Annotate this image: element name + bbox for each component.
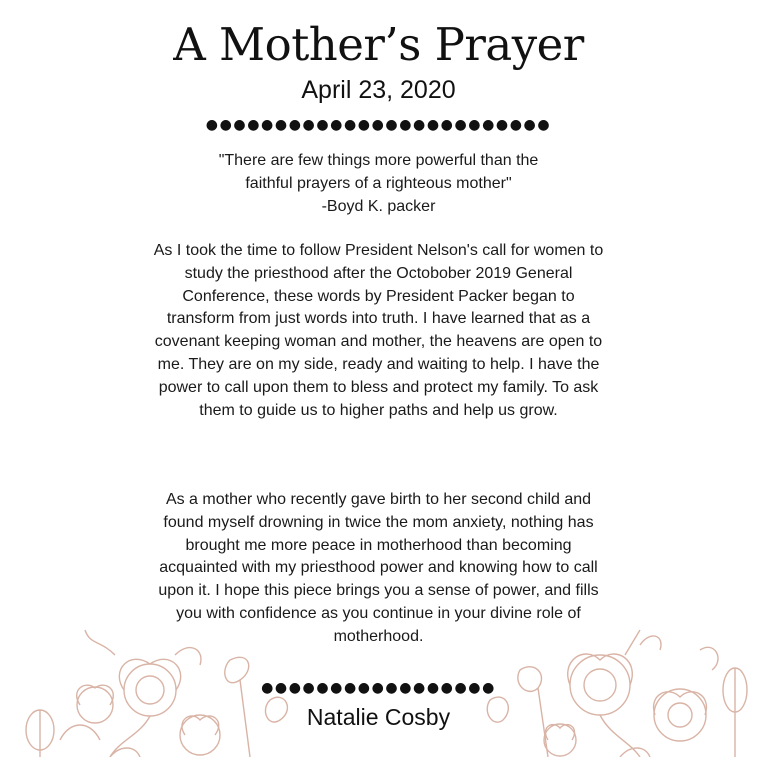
paragraph-1: As I took the time to follow President Nelson's call for women to study the priesthood after the Octobober 2019 General Conference, these words by President Packer began to transform from just words into truth. I have learned that as a covenant keeping woman and mother, the heavens are open to me. They are on my side, ready and waiting to help. I have the power to call upon them to bless and protect my family. To ask them to guide us to higher paths and help us grow. (153, 242, 604, 419)
quote-attribution: -Boyd K. packer (321, 197, 436, 215)
quote-line-2: faithful prayers of a righteous mother" (245, 174, 512, 192)
divider-bottom: ●●●●●●●●●●●●●●●●● (261, 680, 496, 696)
quote-block (150, 150, 607, 218)
paragraph-2: As a mother who recently gave birth to her second child and found myself drowning in twice the mom anxiety, nothing has brought me more peace in motherhood than becoming acquainted with my priesthood power and knowing how to call upon it. I hope this piece brings you a sense of power, and fills you with confidence as you continue in your divine role of motherhood. (158, 491, 599, 645)
date-subtitle: April 23, 2020 (301, 76, 456, 104)
divider-top: ●●●●●●●●●●●●●●●●●●●●●●●●● (205, 117, 552, 133)
author-signature: Natalie Cosby (306, 704, 451, 730)
page-title: A Mother’s Prayer (173, 18, 584, 71)
quote-line-1: "There are few things more powerful than the (218, 152, 539, 169)
